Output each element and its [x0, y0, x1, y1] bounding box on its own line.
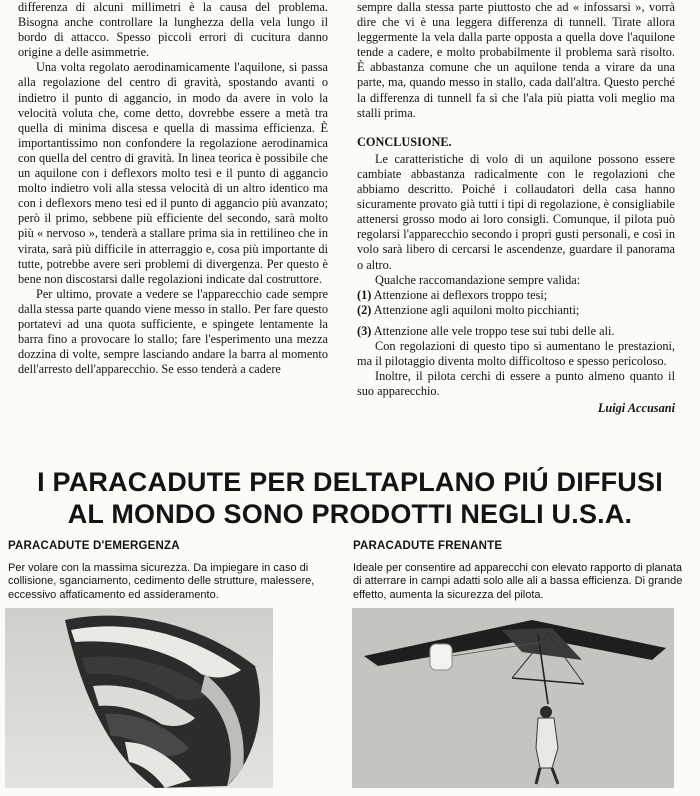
- brake-parachute-title: PARACADUTE FRENANTE: [353, 540, 503, 552]
- article-paragraph: Inoltre, il pilota cerchi di essere a punto almeno quanto il suo apparecchio.: [357, 369, 675, 399]
- author-signature: Luigi Accusani: [597, 401, 675, 416]
- article-paragraph: sempre dalla stessa parte piuttosto che ad « infossarsi », vorrà dire che vi è una leggera differenza di tunnell. Tirate allora leggermente la vela dalla parte opposta a quella dove l'aquilone tende a cadere, e molto probabilmente il problema sarà risolto. È abbastanza comune che un aquilone tenda a virare da una parte, ma, quando messo in stallo, cada dall'altra. Questo perché la differenza di tunnell fa sì che l'ala più piatta voli meglio ma stalli prima.: [357, 0, 675, 120]
- recommendations-intro: Qualche raccomandazione sempre valida:: [375, 272, 581, 287]
- brake-parachute-block: [353, 540, 683, 602]
- parachute-canopy-illustration: [5, 608, 273, 788]
- article-left-column: [18, 0, 328, 377]
- hang-glider-illustration: [352, 608, 674, 788]
- recommendation-item: (1) Attenzione ai deflexors troppo tesi;: [357, 287, 548, 302]
- article-paragraph: Con regolazioni di questo tipo si aumentano le prestazioni, ma il pilotaggio diventa molto difficoltoso e spesso pericoloso.: [357, 338, 675, 369]
- brake-parachute-photo: [352, 608, 674, 788]
- emergency-parachute-text: Per volare con la massima sicurezza. Da impiegare in caso di collisione, sganciamento, cedimento delle strutture, malessere, eccessivo affaticamento ed assideramento.: [8, 561, 315, 601]
- article-paragraph: differenza di alcuni millimetri è la causa del problema. Bisogna anche controllare la lunghezza della vela lungo il bordo di attacco. Spesso piccoli errori di cucitura danno origine a delle asimmetrie.: [18, 0, 328, 60]
- emergency-parachute-title: PARACADUTE D'EMERGENZA: [8, 540, 180, 552]
- recommendation-item: (2) Attenzione agli aquiloni molto picchianti;: [357, 302, 580, 317]
- advert-headline-line: I PARACADUTE PER DELTAPLANO PIÚ DIFFUSI: [37, 467, 663, 497]
- brake-parachute-text: Ideale per consentire ad apparecchi con elevato rapporto di planata di atterrare in campi adatti solo alle ali a bassa efficienza. Di grande effetto, aumenta la sicurezza del pilota.: [353, 561, 683, 601]
- advert-headline: [0, 466, 700, 530]
- section-heading: CONCLUSIONE.: [357, 134, 452, 149]
- article-right-column: [357, 0, 675, 416]
- article-paragraph: Una volta regolato aerodinamicamente l'aquilone, si passa alla regolazione del centro di gravità, spostando avanti o indietro il punto di aggancio, in modo da avere in volo la velocità voluta che, come detto, dovrebbe essere a metà tra quella di minima discesa e quella di massima efficienza. È importantissimo non confondere la regolazione aerodinamica con quella del centro di gravità. In linea teorica è possibile che un aquilone con i deflexors molto tesi e il punto di aggancio molto indietro voli alla stessa velocità di un altro identico ma con i deflexors meno tesi ed il punto di aggancio più avanzato; però il primo, sebbene più efficiente del secondo, sarà molto più « nervoso », tenderà a stallare prima sia in rettilineo che in virata, sarà più difficile in atterraggio e, cosa più importante di tutte, potrebbe avere seri problemi di divergenza. Per questo è bene non discostarsi dalle regolazioni indicate dal costruttore.: [18, 60, 328, 286]
- recommendation-item: (3) Attenzione alle vele troppo tese sui tubi delle ali.: [357, 323, 615, 338]
- advert-headline-line: AL MONDO SONO PRODOTTI NEGLI U.S.A.: [67, 499, 633, 529]
- emergency-parachute-block: [8, 540, 338, 602]
- article-paragraph: Le caratteristiche di volo di un aquilone possono essere cambiate abbastanza radicalmente con le regolazioni che abbiamo descritto. Poiché i collaudatori della casa hanno sicuramente provato già tutti i tipi di regolazione, è consigliabile attenersi grosso modo ai loro consigli. Comunque, il pilota può regolarsi l'apparecchio secondo i propri gusti personali, e così in volo sarà libero di cercarsi le ascendenze, guardare il panorama o altro.: [357, 151, 675, 272]
- article-paragraph: Per ultimo, provate a vedere se l'apparecchio cade sempre dalla stessa parte quando viene messo in stallo. Per fare questo portatevi ad una quota sufficiente, e spingete lentamente la barra fino a provocare lo stallo; fare l'esperimento una mezza dozzina di volte, sempre lasciando andare la barra al momento dell'arresto dell'apparecchio. Se esso tenderà a cadere: [18, 286, 328, 377]
- emergency-parachute-photo: [5, 608, 273, 788]
